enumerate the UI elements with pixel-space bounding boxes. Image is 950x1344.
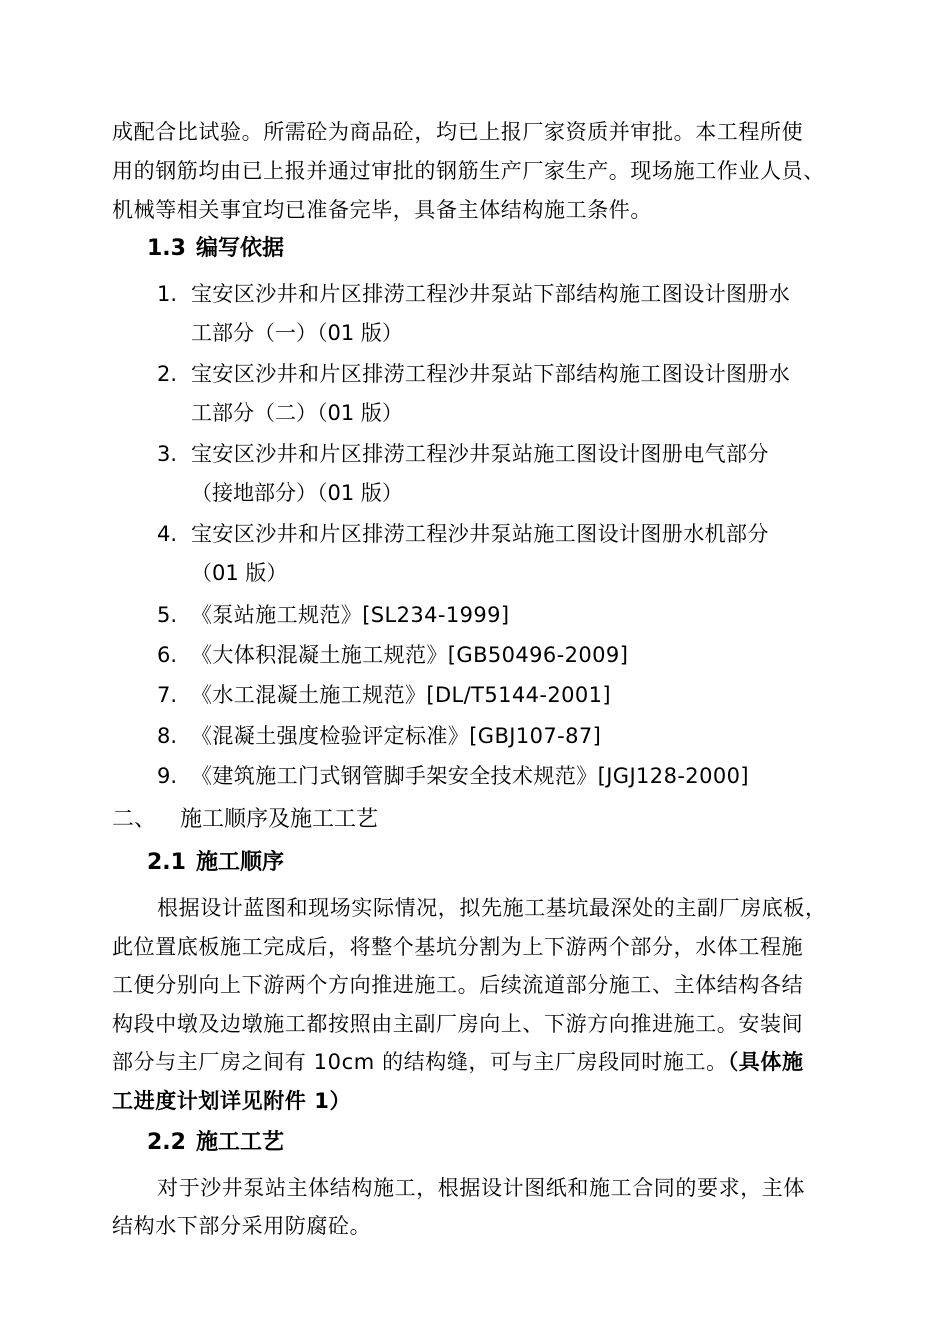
section-2-1-title: 施工顺序 xyxy=(195,850,284,875)
intro-line-3: 机械等相关事宜均已准备完毕，具备主体结构施工条件。 xyxy=(112,198,652,222)
list-item-text: 《大体积混凝土施工规范》[GB50496-2009] xyxy=(191,643,629,667)
list-item-text: 宝安区沙井和片区排涝工程沙井泵站施工图设计图册电气部分 xyxy=(191,442,769,466)
schedule-note-end: 工进度计划详见附件 1） xyxy=(112,1089,352,1113)
list-item-number: 1. xyxy=(157,282,178,306)
section-2-2-number: 2.2 xyxy=(147,1130,186,1155)
section-1-3-number: 1.3 xyxy=(147,236,186,261)
section-2-2-line-2: 结构水下部分采用防腐砼。 xyxy=(112,1214,372,1238)
list-item-number: 8. xyxy=(157,724,178,748)
section-2-1-line-2: 此位置底板施工完成后，将整个基坑分割为上下游两个部分，水体工程施 xyxy=(112,935,804,959)
section-2-1-number: 2.1 xyxy=(147,850,186,875)
section-2-2-heading xyxy=(147,1128,284,1158)
list-item-text: 《建筑施工门式钢管脚手架安全技术规范》[JGJ128-2000] xyxy=(191,764,749,788)
section-2-2-title: 施工工艺 xyxy=(195,1130,284,1155)
list-item-number: 2. xyxy=(157,362,178,386)
section-2-1-line-5-text: 部分与主厂房之间有 10cm 的结构缝，可与主厂房段同时施工。 xyxy=(112,1050,728,1074)
list-item-continuation: 工部分（二）（01 版） xyxy=(191,401,403,425)
list-item-text: 《水工混凝土施工规范》[DL/T5144-2001] xyxy=(191,683,612,707)
section-2-heading xyxy=(112,805,378,835)
list-item-number: 4. xyxy=(157,522,178,546)
schedule-note-start: （具体施 xyxy=(727,1050,804,1074)
section-2-1-line-3: 工便分别向上下游两个方向推进施工。后续流道部分施工、主体结构各结 xyxy=(112,973,804,997)
section-1-3-title: 编写依据 xyxy=(195,236,284,261)
list-item-continuation: （01 版） xyxy=(191,561,288,585)
list-item-continuation: 工部分（一）（01 版） xyxy=(191,321,403,345)
list-item-text: 宝安区沙井和片区排涝工程沙井泵站下部结构施工图设计图册水 xyxy=(191,282,791,306)
section-2-2-line-1: 对于沙井泵站主体结构施工，根据设计图纸和施工合同的要求，主体 xyxy=(157,1176,805,1200)
intro-line-1: 成配合比试验。所需砼为商品砼，均已上报厂家资质并审批。本工程所使 xyxy=(112,120,804,144)
list-item-text: 宝安区沙井和片区排涝工程沙井泵站下部结构施工图设计图册水 xyxy=(191,362,791,386)
list-item-continuation: （接地部分）（01 版） xyxy=(191,481,403,505)
list-item-text: 宝安区沙井和片区排涝工程沙井泵站施工图设计图册水机部分 xyxy=(191,522,769,546)
list-item-text: 《泵站施工规范》[SL234-1999] xyxy=(191,603,510,627)
section-2-1-line-4: 构段中墩及边墩施工都按照由主副厂房向上、下游方向推进施工。安装间 xyxy=(112,1012,804,1036)
section-2-1-line-1: 根据设计蓝图和现场实际情况，拟先施工基坑最深处的主副厂房底板， xyxy=(157,896,827,920)
list-item-number: 7. xyxy=(157,683,178,707)
section-1-3-heading xyxy=(147,234,284,264)
list-item-number: 6. xyxy=(157,643,178,667)
section-2-title: 施工顺序及施工工艺 xyxy=(180,807,379,832)
section-2-1-line-5 xyxy=(112,1047,804,1077)
section-2-1-heading xyxy=(147,848,284,878)
list-item-number: 3. xyxy=(157,442,178,466)
list-item-number: 9. xyxy=(157,764,178,788)
list-item-text: 《混凝土强度检验评定标准》[GBJ107-87] xyxy=(191,724,602,748)
intro-line-2: 用的钢筋均由已上报并通过审批的钢筋生产厂家生产。现场施工作业人员、 xyxy=(112,159,825,183)
list-item-number: 5. xyxy=(157,603,178,627)
section-2-number: 二、 xyxy=(112,807,157,832)
